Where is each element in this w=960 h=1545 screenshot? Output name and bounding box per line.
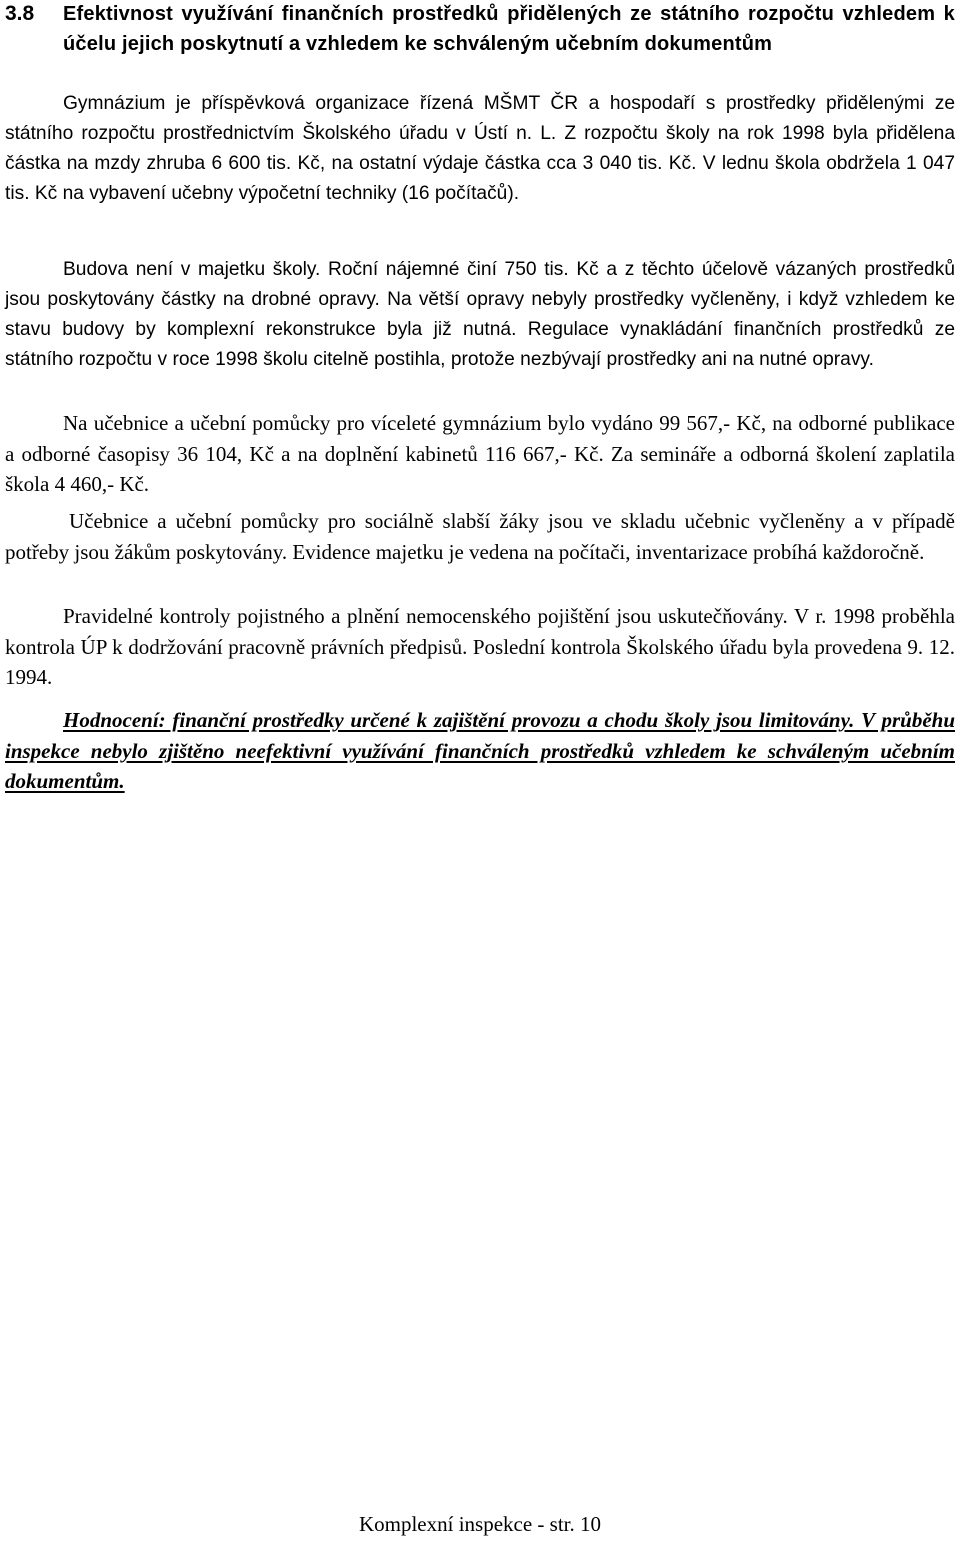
page-footer (0, 1512, 960, 1536)
section-number: 3.8 (5, 2, 35, 25)
section-heading (5, 0, 955, 59)
section-title: Efektivnost využívání finančních prostředků přidělených ze státního rozpočtu vzhledem k účelu jejich poskytnutí a vzhledem ke schváleným učebním dokumentům (63, 3, 955, 55)
paragraph-inspections: Pravidelné kontroly pojistného a plnění nemocenského pojištění jsou uskutečňovány. V r. 1998 proběhla kontrola ÚP k dodržování pracovně právních předpisů. Poslední kontrola Školského úřadu byla provedena 9. 12. 1994. (5, 604, 955, 689)
paragraph-budget: Gymnázium je příspěvková organizace řízená MŠMT ČR a hospodaří s prostředky přidělenými ze státního rozpočtu prostřednictvím Školského úřadu v Ústí n. L. Z rozpočtu školy na rok 1998 byla přidělena částka na mzdy zhruba 6 600 tis. Kč, na ostatní výdaje částka cca 3 040 tis. Kč. V lednu škola obdržela 1 047 tis. Kč na vybavení učebny výpočetní techniky (16 počítačů). (5, 93, 955, 204)
footer-text: Komplexní inspekce - str. 10 (358, 1512, 602, 1536)
paragraph-social-aid: Učebnice a učební pomůcky pro sociálně slabší žáky jsou ve skladu učebnic vyčleněny a v případě potřeby jsou žákům poskytovány. Evidence majetku je vedena na počítači, inventarizace probíhá každoročně. (5, 509, 955, 564)
paragraph-textbooks: Na učebnice a učební pomůcky pro víceleté gymnázium bylo vydáno 99 567,- Kč, na odborné publikace a odborné časopisy 36 104, Kč a na doplnění kabinetů 116 667,- Kč. Za semináře a odborná školení zaplatila škola 4 460,- Kč. (5, 411, 955, 496)
paragraph-building: Budova není v majetku školy. Roční nájemné činí 750 tis. Kč a z těchto účelově vázaných prostředků jsou poskytovány částky na drobné opravy. Na větší opravy nebyly prostředky vyčleněny, i když vzhledem ke stavu budovy by komplexní rekonstrukce byla již nutná. Regulace vynakládání finančních prostředků ze státního rozpočtu v roce 1998 školu citelně postihla, protože nezbývají prostředky ani na nutné opravy. (5, 259, 955, 370)
assessment-summary: Hodnocení: finanční prostředky určené k zajištění provozu a chodu školy jsou limitovány. V průběhu inspekce nebylo zjištěno neefektivní využívání finančních prostředků vzhledem ke schváleným učebním dokumentům. (5, 708, 955, 793)
